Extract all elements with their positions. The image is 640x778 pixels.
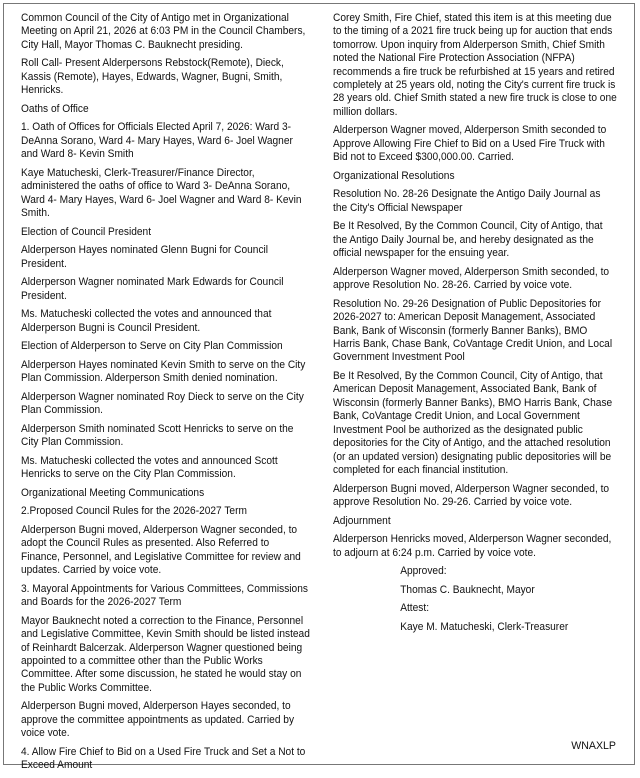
paragraph: Resolution No. 28-26 Designate the Antigo Daily Journal as the City's Official Newspaper xyxy=(333,188,601,214)
paragraph: 1. Oath of Offices for Officials Elected April 7, 2026: Ward 3- DeAnna Sorano, Ward 4- Mary Hayes, Ward 6- Joel Wagner and Ward 8- Kevin Smith xyxy=(21,121,293,161)
section-heading: Election of Council President xyxy=(21,225,152,238)
left-column xyxy=(21,12,311,778)
paragraph: Alderperson Bugni moved, Alderperson Wagner seconded, to approve Resolution No. 29-26. Carried by voice vote. xyxy=(333,482,610,508)
paragraph: Alderperson Bugni moved, Alderperson Wagner seconded, to adopt the Council Rules as presented. Also Referred to Finance, Personnel, and Legislative Committee for review and updates. Carried by voice vote. xyxy=(21,524,301,577)
paragraph: Common Council of the City of Antigo met in Organizational Meeting on April 21, 2026 at 6:03 PM in the Council Chambers, City Hall, Mayor Thomas C. Bauknecht presiding. xyxy=(21,12,306,51)
section-heading: Organizational Resolutions xyxy=(333,169,455,182)
right-column xyxy=(333,12,617,639)
paragraph: Ms. Matucheski collected the votes and announced Scott Henricks to serve on the City Plan Commission. xyxy=(21,454,278,481)
paragraph: Alderperson Bugni moved, Alderperson Hayes seconded, to approve the committee appointments as updated. Carried by voice vote. xyxy=(21,700,295,740)
paragraph: Corey Smith, Fire Chief, stated this item is at this meeting due to the timing of a 2021 fire truck being up for auction that ends tomorrow. Upon inquiry from Alderperson Smith, Chief Smith noted the National Fire Protection Association (NFPA) recommends a fire truck be refurbished at 15 years and retired completely at 25 years old, noting the City's current fire truck is 28 years old. Chief Smith stated a new fire truck is close to one million dollars. xyxy=(333,12,617,118)
mayor-signature: Thomas C. Bauknecht, Mayor xyxy=(400,583,535,596)
section-heading: Adjournment xyxy=(333,514,391,527)
paragraph: 3. Mayoral Appointments for Various Committees, Commissions and Boards for the 2026-2027 Term xyxy=(21,582,308,609)
paragraph: Be It Resolved, By the Common Council, City of Antigo, that American Deposit Management, Associated Bank, Bank of Wisconsin (formerly Banner Banks), BMO Harris Bank, Chase Bank, CoVantage Credit Union, and Local Government Investment Pool be authorized as the designated public depositories for the City of Antigo, and the attached resolution (or an updated version) designating public depositories will be completed for each financial institution. xyxy=(333,370,613,476)
paragraph: Roll Call- Present Alderpersons Rebstock(Remote), Dieck, Kassis (Remote), Hayes, Edwards, Wagner, Bugni, Smith, Henricks. xyxy=(21,57,284,97)
paragraph: Alderperson Smith nominated Scott Henricks to serve on the City Plan Commission. xyxy=(21,422,294,449)
paragraph: Kaye Matucheski, Clerk-Treasurer/Finance Director, administered the oaths of office to Ward 3- DeAnna Sorano, Ward 4- Mary Hayes, Ward 6- Joel Wagner and Ward 8- Kevin Smith. xyxy=(21,166,302,220)
paragraph: Alderperson Wagner moved, Alderperson Smith seconded to Approve Allowing Fire Chief to Bid on a Used Fire Truck with Bid not to Exceed $300,000.00. Carried. xyxy=(333,124,607,164)
paragraph: Alderperson Wagner nominated Roy Dieck to serve on the City Plan Commission. xyxy=(21,390,304,417)
ad-code: WNAXLP xyxy=(571,740,616,752)
paragraph: Alderperson Wagner moved, Alderperson Smith seconded, to approve Resolution No. 28-26. Carried by voice vote. xyxy=(333,265,610,292)
paragraph: Alderperson Wagner nominated Mark Edwards for Council President. xyxy=(21,276,284,302)
paragraph: Ms. Matucheski collected the votes and announced that Alderperson Bugni is Council President. xyxy=(21,308,272,334)
section-heading: Organizational Meeting Communications xyxy=(21,486,205,499)
section-heading: Election of Alderperson to Serve on City Plan Commission xyxy=(21,340,283,353)
paragraph: Alderperson Hayes nominated Glenn Bugni for Council President. xyxy=(21,244,269,270)
paragraph: 4. Allow Fire Chief to Bid on a Used Fire Truck and Set a Not to Exceed Amount xyxy=(21,745,306,772)
paragraph: Alderperson Henricks moved, Alderperson Wagner seconded, to adjourn at 6:24 p.m. Carried by voice vote. xyxy=(333,533,612,559)
paragraph: Alderperson Hayes nominated Kevin Smith to serve on the City Plan Commission. Alderperson Smith denied nomination. xyxy=(21,358,306,385)
approved-label: Approved: xyxy=(400,565,447,578)
clerk-signature: Kaye M. Matucheski, Clerk-Treasurer xyxy=(400,620,569,633)
paragraph: Be It Resolved, By the Common Council, City of Antigo, that the Antigo Daily Journal be, and hereby designated as the official newspaper for the ensuing year. xyxy=(333,220,603,260)
attest-label: Attest: xyxy=(400,602,430,615)
paragraph: Mayor Bauknecht noted a correction to the Finance, Personnel and Legislative Committee, Kevin Smith should be listed instead of Reinhardt Balcerzak. Alderperson Wagner questioned being appointed to a committee other than the Public Works Committee. After some discussion, he stated he would stay on the Public Works Committee. xyxy=(21,614,310,694)
paragraph: 2.Proposed Council Rules for the 2026-2027 Term xyxy=(21,505,247,518)
section-heading: Oaths of Office xyxy=(21,102,89,115)
legal-notice-frame xyxy=(3,3,635,772)
paragraph: Resolution No. 29-26 Designation of Public Depositories for 2026-2027 to: American Deposit Management, Associated Bank, Bank of Wisconsin (formerly Banner Banks), BMO Harris Bank, Chase Bank, CoVantage Credit Union, and Local Government Investment Pool xyxy=(333,297,613,364)
